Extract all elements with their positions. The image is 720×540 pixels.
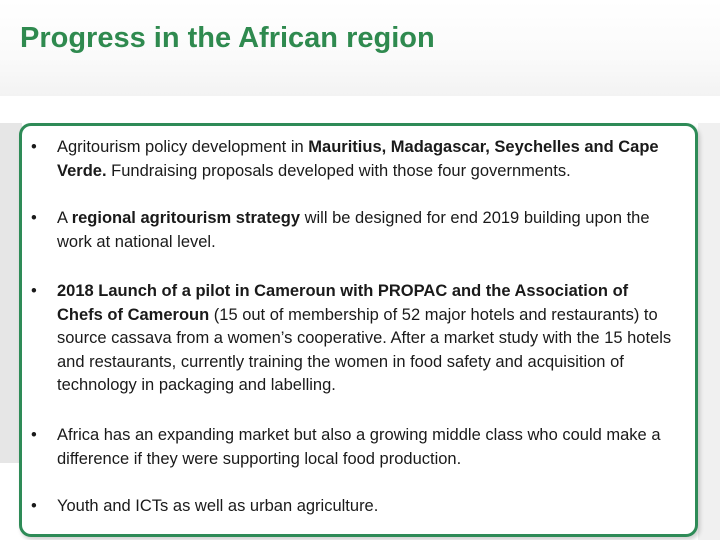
bullet-text-segment: A — [57, 209, 72, 227]
bullet-text-segment: Fundraising proposals developed with those four governments. — [106, 161, 571, 180]
slide-title: Progress in the African region — [20, 22, 435, 54]
bullet-text-bold: 2018 Launch of a pilot in Cameroun with PROPAC and the Association of Chefs of Cameroun — [57, 282, 629, 324]
bullet-text — [57, 207, 675, 254]
title-band — [0, 0, 720, 96]
right-decorative-panel — [698, 123, 720, 540]
bullet-text-bold: Mauritius, Madagascar, Seychelles and Cape Verde. — [57, 138, 659, 180]
bullet-item — [22, 424, 695, 471]
bullet-text-segment: will be designed for end 2019 building upon the work at national level. — [57, 209, 650, 251]
content-box — [19, 123, 698, 537]
bullet-item — [22, 495, 695, 519]
bullet-text: Youth and ICTs as well as urban agriculture. — [57, 497, 379, 515]
bullet-dot-icon: • — [31, 426, 37, 444]
bullet-text-segment: Agritourism policy development in — [57, 138, 309, 156]
bullet-dot-icon: • — [31, 138, 37, 156]
bullet-dot-icon: • — [31, 497, 37, 515]
bullet-text — [57, 136, 675, 183]
bullet-text-bold: regional agritourism strategy — [71, 209, 300, 227]
bullet-text — [57, 280, 675, 398]
bullet-text: Africa has an expanding market but also a growing middle class who could make a difference if they were supporting local food production. — [57, 426, 661, 468]
bullet-item — [22, 280, 695, 398]
bullet-item — [22, 207, 695, 254]
bullet-text-segment: (15 out of membership of 52 major hotels and restaurants) to source cassava from a women’s cooperative. After a market study with the 15 hotels and restaurants, currently training the women in food safety and acquisition of technology in packaging and labelling. — [57, 305, 672, 394]
bullet-item — [22, 136, 695, 183]
bullet-dot-icon: • — [31, 209, 37, 227]
bullet-dot-icon: • — [31, 282, 37, 300]
